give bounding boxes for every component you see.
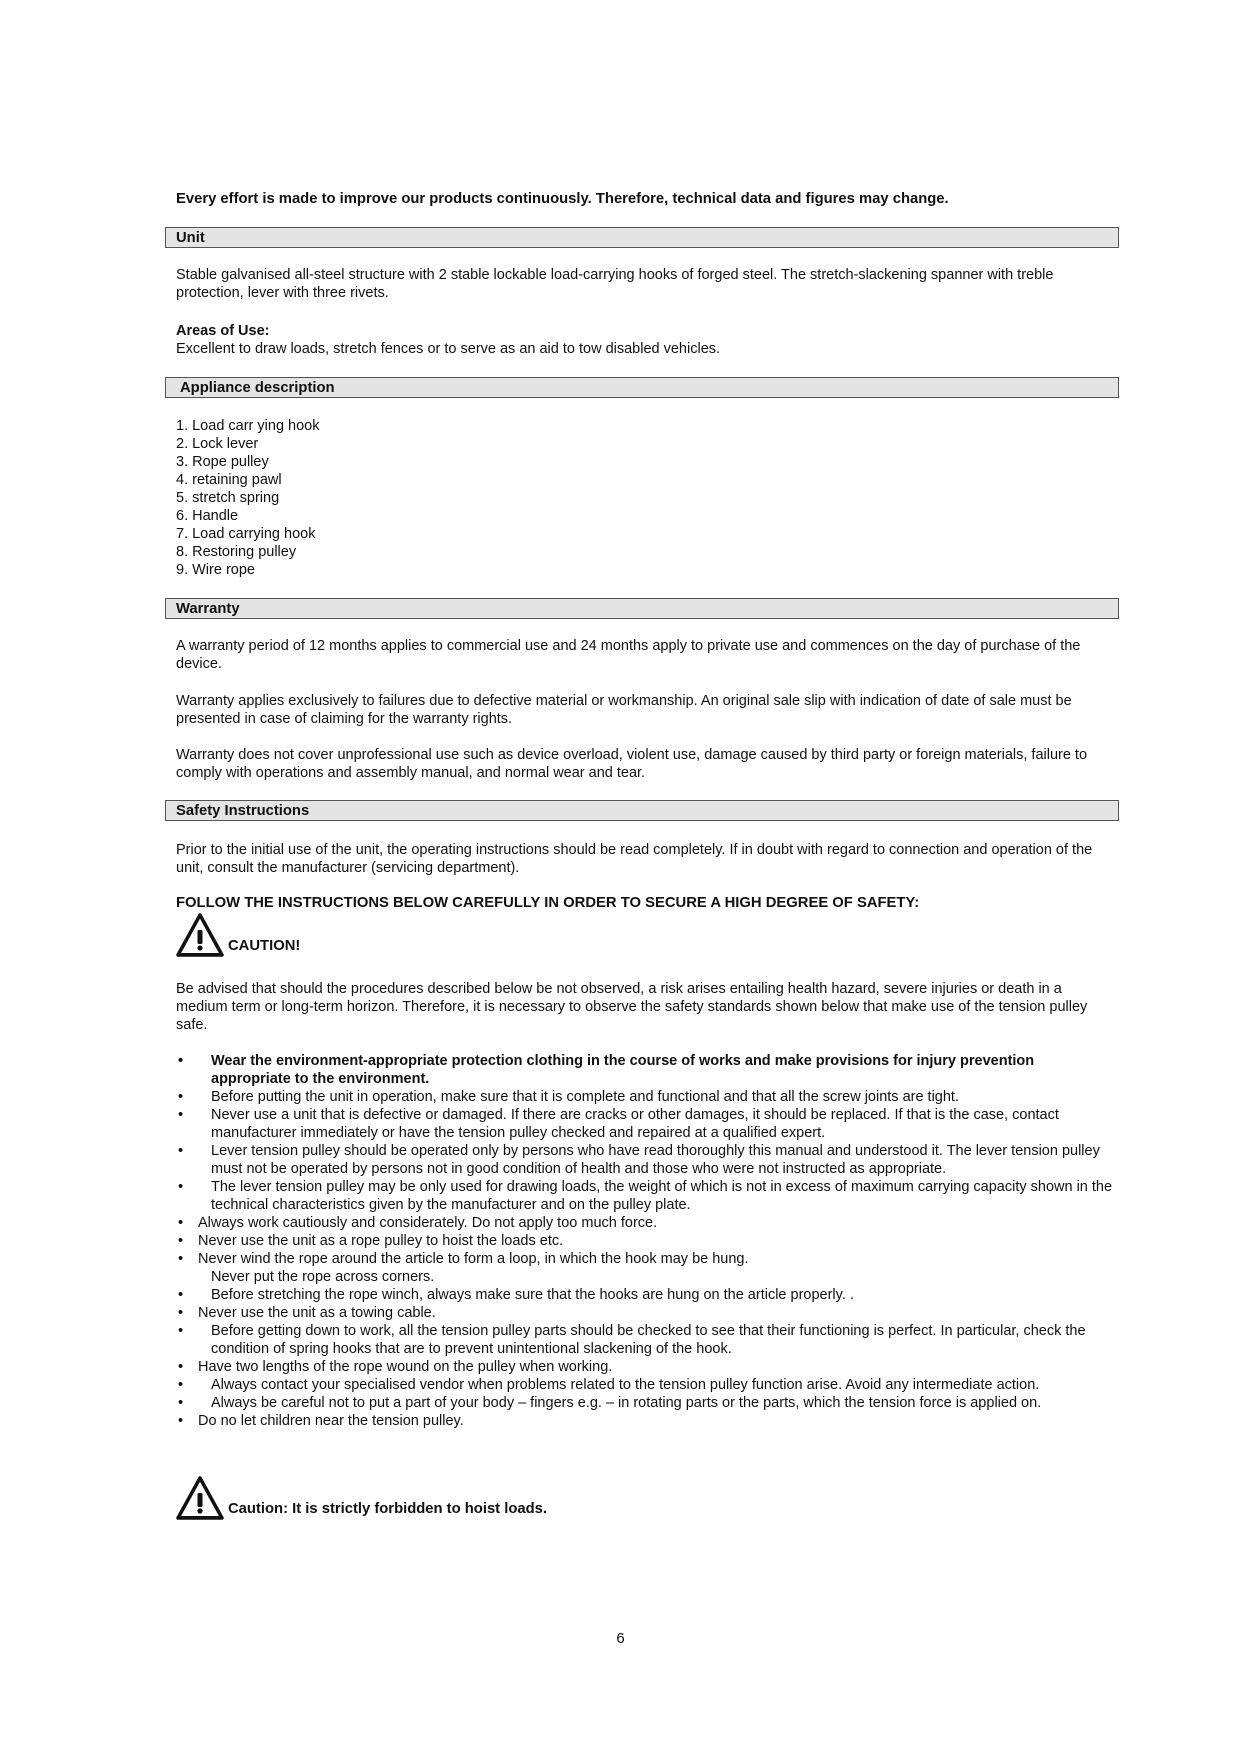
list-item: 1. Load carr ying hook: [176, 418, 320, 434]
follow-instructions-heading: FOLLOW THE INSTRUCTIONS BELOW CAREFULLY IN ORDER TO SECURE A HIGH DEGREE OF SAFETY:: [176, 895, 920, 911]
bullet-glyph: •: [178, 1377, 184, 1393]
list-item: [176, 1142, 1116, 1178]
safety-intro-paragraph: Prior to the initial use of the unit, the operating instructions should be read completely. If in doubt with regard to connection and operation of the unit, consult the manufacturer (servicing department).: [176, 842, 1093, 876]
list-item: 7. Load carrying hook: [176, 526, 316, 542]
bullet-glyph: •: [178, 1179, 184, 1195]
bullet-glyph: •: [178, 1287, 184, 1303]
caution-notice: [176, 913, 376, 957]
list-item: 4. retaining pawl: [176, 472, 282, 488]
list-item: [176, 1394, 1116, 1412]
list-item: [176, 1322, 1116, 1358]
warranty-paragraph-1: A warranty period of 12 months applies to commercial use and 24 months apply to private use and commences on the day of purchase of the device.: [176, 638, 1081, 672]
bullet-text: Have two lengths of the rope wound on the pulley when working.: [198, 1359, 613, 1375]
bullet-text: Before putting the unit in operation, make sure that it is complete and functional and that all the screw joints are tight.: [211, 1089, 959, 1105]
caution-label: CAUTION!: [228, 938, 301, 954]
bullet-glyph: •: [178, 1305, 184, 1321]
list-item: 2. Lock lever: [176, 436, 259, 452]
bullet-glyph: •: [178, 1215, 184, 1231]
appliance-parts-list: [176, 417, 319, 579]
warning-triangle-icon: [176, 1476, 224, 1520]
bullet-text: Lever tension pulley should be operated only by persons who have read thoroughly this manual and understood it. The lever tension pulley must not be operated by persons not in good condition of health and those who were not instructed as appropriate.: [211, 1143, 1100, 1177]
intro-notice: Every effort is made to improve our products continuously. Therefore, technical data and figures may change.: [176, 191, 949, 207]
bullet-glyph: •: [178, 1395, 184, 1411]
list-item: [176, 1232, 1116, 1250]
list-item: [176, 1304, 1116, 1322]
list-item: [176, 1358, 1116, 1376]
final-caution-label: Caution: It is strictly forbidden to hoist loads.: [228, 1501, 547, 1517]
section-header-safety: Safety Instructions: [165, 800, 1119, 821]
warning-triangle-icon: [176, 913, 224, 957]
list-item: [176, 1178, 1116, 1214]
final-caution-notice: [176, 1476, 676, 1520]
bullet-text: Do no let children near the tension pulley.: [198, 1413, 464, 1429]
list-item: [176, 1088, 1116, 1106]
list-item: [176, 1106, 1116, 1142]
bullet-text: The lever tension pulley may be only used for drawing loads, the weight of which is not in excess of maximum carrying capacity shown in the technical characteristics given by the manufacturer and on the pulley plate.: [211, 1179, 1113, 1213]
bullet-text: Before getting down to work, all the tension pulley parts should be checked to see that their functioning is perfect. In particular, check the condition of spring hooks that are to prevent unintentional slackening of the hook.: [211, 1323, 1086, 1357]
list-item: [176, 1214, 1116, 1232]
warranty-paragraph-2: Warranty applies exclusively to failures due to defective material or workmanship. An original sale slip with indication of date of sale must be presented in case of claiming for the warranty rights.: [176, 693, 1072, 727]
areas-of-use-heading: Areas of Use:: [176, 323, 270, 339]
bullet-text: Wear the environment-appropriate protection clothing in the course of works and make provisions for injury prevention appropriate to the environment.: [211, 1053, 1035, 1087]
bullet-glyph: •: [178, 1089, 184, 1105]
list-item: [176, 1376, 1116, 1394]
bullet-text: Always work cautiously and considerately. Do not apply too much force.: [198, 1215, 658, 1231]
section-header-warranty: Warranty: [165, 598, 1119, 619]
safety-bullet-list: [176, 1052, 1116, 1430]
bullet-text: Always be careful not to put a part of your body – fingers e.g. – in rotating parts or the parts, which the tension force is applied on.: [211, 1395, 1042, 1411]
bullet-text: Never use the unit as a towing cable.: [198, 1305, 436, 1321]
warranty-paragraph-3: Warranty does not cover unprofessional use such as device overload, violent use, damage caused by third party or foreign materials, failure to comply with operations and assembly manual, and normal wear and tear.: [176, 747, 1088, 781]
bullet-glyph: •: [178, 1251, 184, 1267]
section-header-appliance: Appliance description: [165, 377, 1119, 398]
list-item: [176, 1286, 1116, 1304]
unit-description: Stable galvanised all-steel structure with 2 stable lockable load-carrying hooks of forged steel. The stretch-slackening spanner with treble protection, lever with three rivets.: [176, 267, 1054, 301]
bullet-subline: Never put the rope across corners.: [211, 1269, 435, 1285]
list-item: [176, 1250, 1116, 1286]
list-item: 5. stretch spring: [176, 490, 280, 506]
section-header-unit: Unit: [165, 227, 1119, 248]
areas-of-use-text: Excellent to draw loads, stretch fences or to serve as an aid to tow disabled vehicles.: [176, 341, 721, 357]
page-number: 6: [616, 1630, 625, 1647]
bullet-glyph: •: [178, 1107, 184, 1123]
bullet-text: Before stretching the rope winch, always make sure that the hooks are hung on the article properly. .: [211, 1287, 854, 1303]
list-item: 8. Restoring pulley: [176, 544, 297, 560]
list-item: 9. Wire rope: [176, 562, 255, 578]
bullet-text: Never wind the rope around the article to form a loop, in which the hook may be hung.: [198, 1251, 749, 1267]
bullet-glyph: •: [178, 1323, 184, 1339]
bullet-glyph: •: [178, 1413, 184, 1429]
list-item: 6. Handle: [176, 508, 239, 524]
list-item: [176, 1412, 1116, 1430]
bullet-glyph: •: [178, 1143, 184, 1159]
bullet-text: Never use a unit that is defective or damaged. If there are cracks or other damages, it should be replaced. If that is the case, contact manufacturer immediately or have the tension pulley checked and repaired at a qualified expert.: [211, 1107, 1059, 1141]
bullet-glyph: •: [178, 1053, 184, 1069]
bullet-text: Never use the unit as a rope pulley to hoist the loads etc.: [198, 1233, 564, 1249]
list-item: 3. Rope pulley: [176, 454, 269, 470]
bullet-text: Always contact your specialised vendor when problems related to the tension pulley function arise. Avoid any intermediate action.: [211, 1377, 1040, 1393]
bullet-glyph: •: [178, 1233, 184, 1249]
list-item: [176, 1052, 1116, 1088]
bullet-glyph: •: [178, 1359, 184, 1375]
safety-advice-paragraph: Be advised that should the procedures described below be not observed, a risk arises entailing health hazard, severe injuries or death in a medium term or long-term horizon. Therefore, it is necessary to observe the safety standards shown below that make use of the tension pulley safe.: [176, 981, 1088, 1033]
